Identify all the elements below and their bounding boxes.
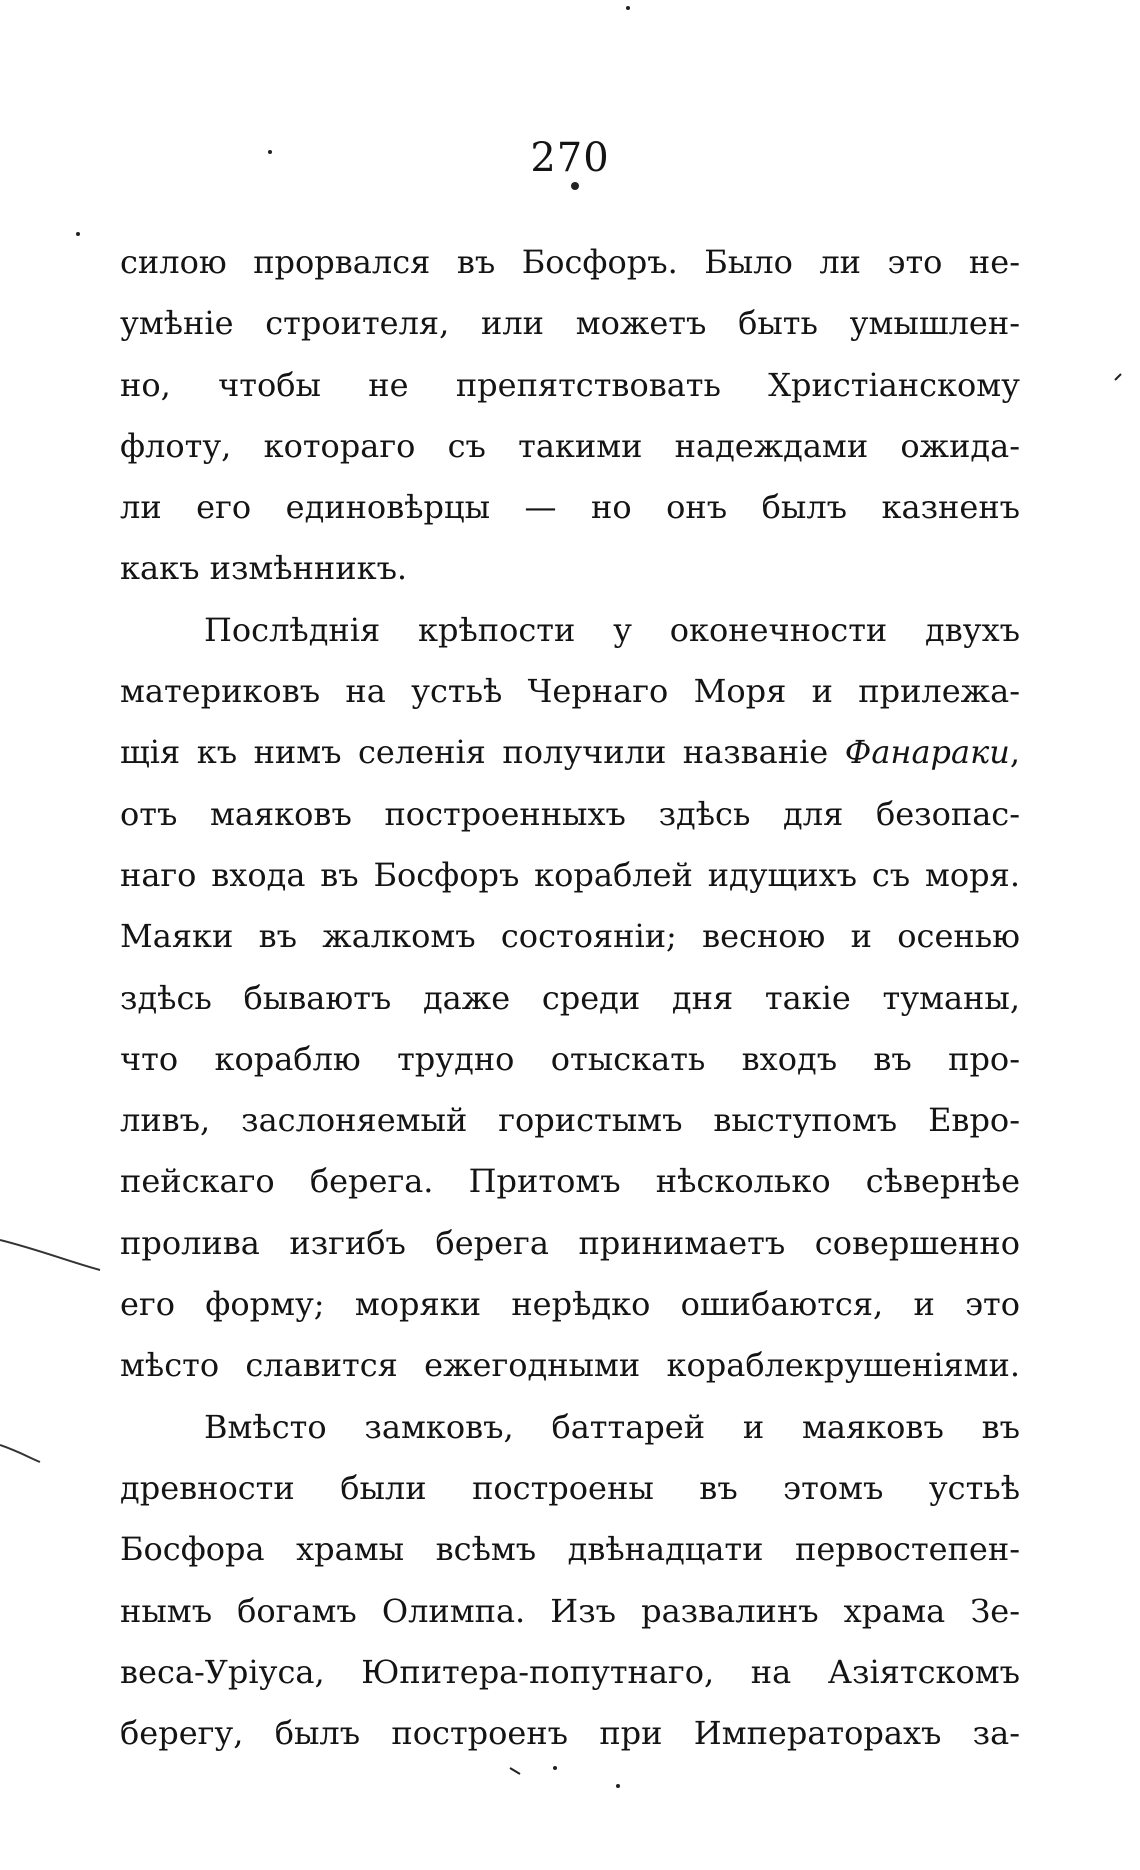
text-line: ливъ, заслоняемый гористымъ выступомъ Евро- [120, 1101, 1020, 1140]
text-line: силою прорвался въ Босфоръ. Было ли это не- [120, 243, 1020, 281]
scan-speck [616, 1784, 620, 1788]
paragraph-2 [120, 600, 1020, 1397]
text-line: умѣніе строителя, или можетъ быть умышлен- [120, 304, 1020, 343]
paragraph-1 [120, 232, 1020, 600]
body-text [120, 232, 1020, 1764]
text-line: берегу, былъ построенъ при Императорахъ за- [120, 1714, 1020, 1753]
text-line: нымъ богамъ Олимпа. Изъ развалинъ храма Зе- [120, 1591, 1020, 1630]
margin-pencil-stroke [0, 1445, 40, 1462]
text-run: , [1009, 733, 1020, 772]
text-line: какъ измѣнникъ. [120, 549, 408, 588]
text-line: веса-Уріуса, Юпитера-попутнаго, на Азіятскомъ [120, 1652, 1020, 1691]
italic-place-name: Фанараки [844, 733, 1010, 772]
text-line-with-emphasis [120, 722, 1020, 783]
text-line: Вмѣсто замковъ, баттарей и маяковъ въ [204, 1407, 1020, 1446]
text-line: здѣсь бываютъ даже среди дня такіе туманы, [120, 978, 1020, 1017]
text-line: что кораблю трудно отыскать входъ въ про- [120, 1039, 1020, 1078]
scan-speck [571, 182, 579, 190]
text-line: пролива изгибъ берега принимаетъ совершенно [120, 1223, 1020, 1262]
text-line: отъ маяковъ построенныхъ здѣсь для безопас- [120, 794, 1020, 833]
scan-speck [626, 6, 630, 10]
scan-speck [1115, 374, 1121, 380]
scan-speck [553, 1766, 557, 1770]
text-line: но, чтобы не препятствовать Христіанскому [120, 365, 1020, 404]
paragraph-3 [120, 1397, 1020, 1765]
text-line: ли его единовѣрцы — но онъ былъ казненъ [120, 488, 1020, 527]
text-line: Босфора храмы всѣмъ двѣнадцати первостепен- [120, 1530, 1020, 1569]
margin-pencil-stroke [0, 1240, 100, 1270]
text-line: мѣсто славится ежегодными кораблекрушеніями. [120, 1346, 1020, 1385]
text-line: флоту, котораго съ такими надеждами ожида- [120, 426, 1020, 465]
scan-speck [510, 1768, 520, 1774]
text-line: его форму; моряки нерѣдко ошибаются, и это [120, 1285, 1020, 1324]
scan-speck [76, 232, 80, 236]
page-number: 270 [530, 135, 610, 181]
text-line: Маяки въ жалкомъ состояніи; весною и осенью [120, 917, 1020, 956]
text-line: древности были построены въ этомъ устьѣ [120, 1468, 1020, 1507]
text-line: материковъ на устьѣ Чернаго Моря и прилежа- [120, 672, 1020, 711]
text-line: наго входа въ Босфоръ кораблей идущихъ съ моря. [120, 855, 1020, 894]
text-run: щія къ нимъ селенія получили названіе [120, 733, 845, 772]
text-line: пейскаго берега. Притомъ нѣсколько сѣвернѣе [120, 1162, 1020, 1201]
text-line: Послѣднія крѣпости у оконечности двухъ [204, 610, 1020, 649]
